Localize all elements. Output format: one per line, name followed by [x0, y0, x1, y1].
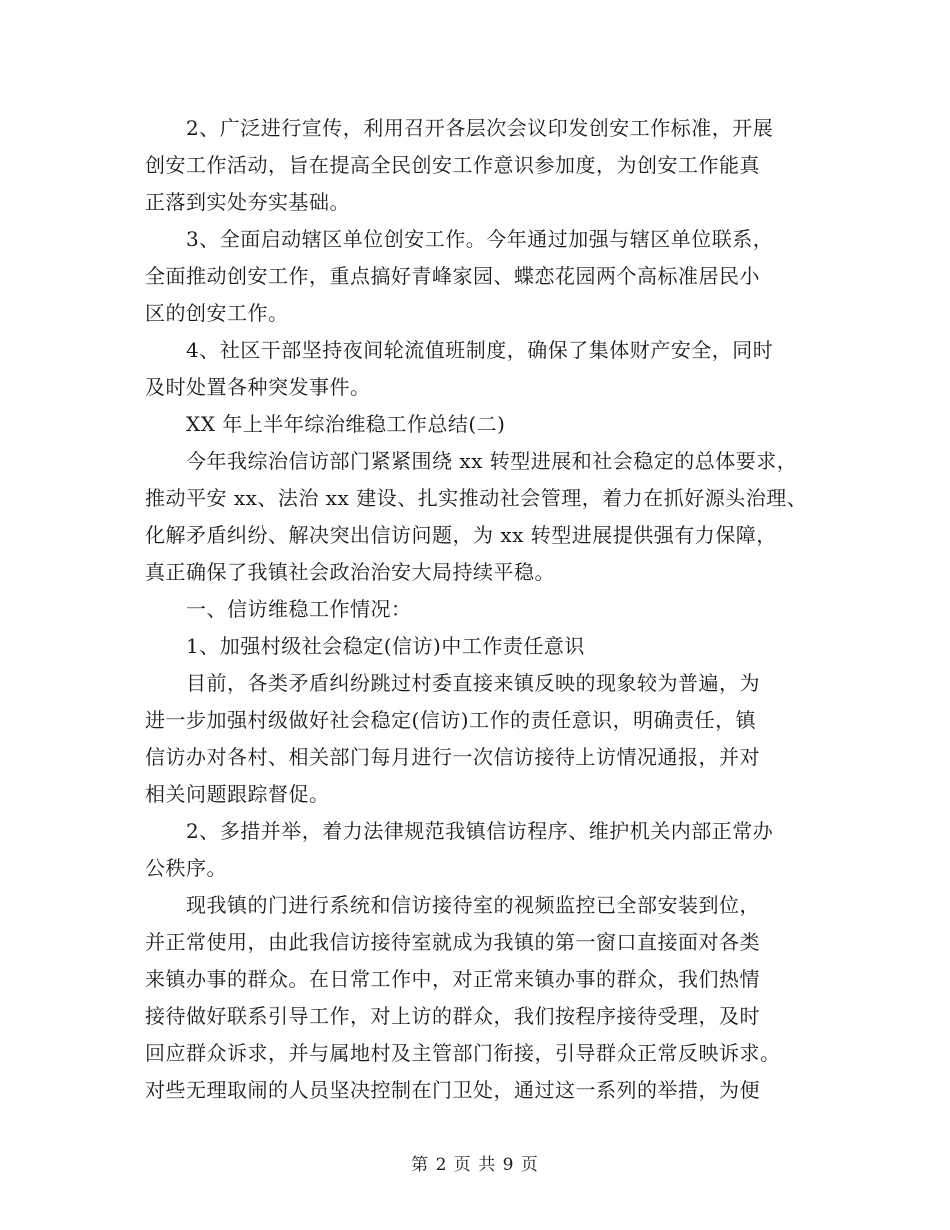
paragraph-line: 创安工作活动，旨在提高全民创安工作意识参加度，为创安工作能真 [145, 153, 760, 177]
paragraph-line: 目前，各类矛盾纠纷跳过村委直接来镇反映的现象较为普遍，为 [186, 671, 760, 695]
paragraph-line: 对些无理取闹的人员坚决控制在门卫处，通过这一系列的举措，为便 [145, 1078, 760, 1102]
paragraph-line: 来镇办事的群众。在日常工作中，对正常来镇办事的群众，我们热情 [145, 967, 760, 991]
paragraph-line: 公秩序。 [145, 856, 227, 880]
paragraph-line: 4、社区干部坚持夜间轮流值班制度，确保了集体财产安全，同时 [186, 338, 774, 362]
page-number-footer: 第 2 页 共 9 页 [411, 1155, 539, 1175]
paragraph-line: 相关问题跟踪督促。 [145, 782, 330, 806]
paragraph-line: 2、广泛进行宣传，利用召开各层次会议印发创安工作标准，开展 [186, 116, 774, 140]
paragraph-line: 进一步加强村级做好社会稳定(信访)工作的责任意识，明确责任，镇 [145, 708, 757, 732]
paragraph-line: 推动平安 xx、法治 xx 建设、扎实推动社会管理，着力在抓好源头治理、 [145, 486, 808, 510]
paragraph-line: 回应群众诉求，并与属地村及主管部门衔接，引导群众正常反映诉求。 [145, 1041, 781, 1065]
paragraph-line: 现我镇的门进行系统和信访接待室的视频监控已全部安装到位， [186, 893, 760, 917]
paragraph-line: 全面推动创安工作，重点搞好青峰家园、蝶恋花园两个高标准居民小 [145, 264, 760, 288]
section-heading: XX 年上半年综治维稳工作总结(二) [186, 412, 506, 436]
paragraph-line: 2、多措并举，着力法律规范我镇信访程序、维护机关内部正常办 [186, 819, 774, 843]
paragraph-line: 及时处置各种突发事件。 [145, 375, 371, 399]
paragraph-line: 并正常使用，由此我信访接待室就成为我镇的第一窗口直接面对各类 [145, 930, 760, 954]
paragraph-line: 区的创安工作。 [145, 301, 289, 325]
paragraph-line: 信访办对各村、相关部门每月进行一次信访接待上访情况通报，并对 [145, 745, 760, 769]
paragraph-line: 今年我综治信访部门紧紧围绕 xx 转型进展和社会稳定的总体要求， [186, 449, 798, 473]
paragraph-line: 真正确保了我镇社会政治治安大局持续平稳。 [145, 560, 555, 584]
paragraph-line: 化解矛盾纠纷、解决突出信访问题，为 xx 转型进展提供强有力保障， [145, 523, 777, 547]
paragraph-line: 3、全面启动辖区单位创安工作。今年通过加强与辖区单位联系， [186, 227, 774, 251]
paragraph-line: 接待做好联系引导工作，对上访的群众，我们按程序接待受理，及时 [145, 1004, 760, 1028]
paragraph-line: 正落到实处夯实基础。 [145, 190, 350, 214]
subsection-heading: 一、信访维稳工作情况： [186, 597, 412, 621]
subsection-heading: 1、加强村级社会稳定(信访)中工作责任意识 [186, 634, 585, 658]
